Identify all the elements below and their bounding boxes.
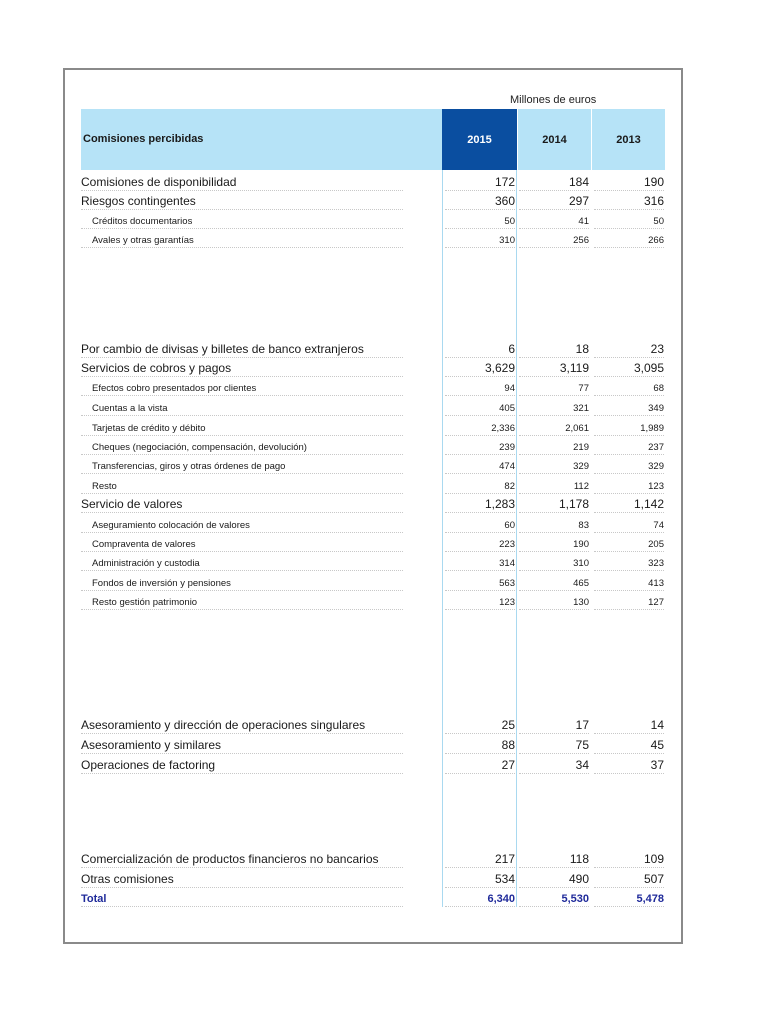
- value-2013: 123: [594, 476, 664, 494]
- value-2014: 465: [519, 573, 589, 591]
- value-2015: 82: [445, 476, 515, 494]
- row-label: Por cambio de divisas y billetes de banco extranjeros: [81, 340, 403, 358]
- value-2015: 50: [445, 211, 515, 229]
- value-2013: 23: [594, 340, 664, 358]
- value-2013: 14: [594, 716, 664, 734]
- value-2014: 256: [519, 230, 589, 248]
- header-column-separator: [517, 109, 518, 170]
- row-label: Resto gestión patrimonio: [81, 592, 403, 610]
- table-row: [81, 756, 665, 774]
- value-2014: 184: [519, 173, 589, 191]
- row-label: Otras comisiones: [81, 870, 403, 888]
- table-row: [81, 553, 665, 571]
- value-2013: 349: [594, 398, 664, 416]
- value-2013: 68: [594, 378, 664, 396]
- value-2014: 321: [519, 398, 589, 416]
- value-2015: 563: [445, 573, 515, 591]
- value-2015: 123: [445, 592, 515, 610]
- table-row: [81, 534, 665, 552]
- value-2015: 360: [445, 192, 515, 210]
- row-label: Cheques (negociación, compensación, devolución): [81, 437, 403, 455]
- value-2014: 77: [519, 378, 589, 396]
- value-2015: 3,629: [445, 359, 515, 377]
- header-column-separator: [591, 109, 592, 170]
- row-label: Cuentas a la vista: [81, 398, 403, 416]
- total-label: Total: [81, 889, 403, 907]
- value-2015: 60: [445, 515, 515, 533]
- value-2013: 190: [594, 173, 664, 191]
- table-row: [81, 870, 665, 888]
- value-2015: 405: [445, 398, 515, 416]
- value-2014: 490: [519, 870, 589, 888]
- value-2013: 329: [594, 456, 664, 474]
- table-row: [81, 456, 665, 474]
- value-2014: 310: [519, 553, 589, 571]
- table-row: [81, 476, 665, 494]
- value-2014: 75: [519, 736, 589, 754]
- row-label: Servicios de cobros y pagos: [81, 359, 403, 377]
- value-2014: 112: [519, 476, 589, 494]
- table-row: [81, 716, 665, 734]
- table-row: [81, 340, 665, 358]
- row-label: Transferencias, giros y otras órdenes de pago: [81, 456, 403, 474]
- value-2014: 329: [519, 456, 589, 474]
- value-2015: 94: [445, 378, 515, 396]
- table-row: [81, 592, 665, 610]
- row-label: Asesoramiento y similares: [81, 736, 403, 754]
- table-row: [81, 437, 665, 455]
- value-2014: 130: [519, 592, 589, 610]
- value-2014: 18: [519, 340, 589, 358]
- value-2013: 413: [594, 573, 664, 591]
- value-2013: 127: [594, 592, 664, 610]
- row-label: Servicio de valores: [81, 495, 403, 513]
- value-2015: 25: [445, 716, 515, 734]
- value-2015: 6: [445, 340, 515, 358]
- value-2014: 297: [519, 192, 589, 210]
- value-2014: 118: [519, 850, 589, 868]
- table-row: [81, 173, 665, 191]
- value-2015: 474: [445, 456, 515, 474]
- total-value-2015: 6,340: [445, 889, 515, 907]
- value-2013: 1,142: [594, 495, 664, 513]
- year-header-2014: 2014: [542, 133, 567, 146]
- value-2013: 507: [594, 870, 664, 888]
- value-2014: 83: [519, 515, 589, 533]
- row-label: Riesgos contingentes: [81, 192, 403, 210]
- value-2015: 534: [445, 870, 515, 888]
- table-row: [81, 230, 665, 248]
- row-label: Administración y custodia: [81, 553, 403, 571]
- row-label: Créditos documentarios: [81, 211, 403, 229]
- row-label: Comisiones de disponibilidad: [81, 173, 403, 191]
- row-label: Resto: [81, 476, 403, 494]
- value-2015: 239: [445, 437, 515, 455]
- table-row: [81, 850, 665, 868]
- value-2015: 310: [445, 230, 515, 248]
- value-2013: 3,095: [594, 359, 664, 377]
- table-row: [81, 736, 665, 754]
- year-header-2013: 2013: [616, 133, 641, 146]
- value-2013: 37: [594, 756, 664, 774]
- value-2015: 314: [445, 553, 515, 571]
- value-2015: 172: [445, 173, 515, 191]
- value-2013: 316: [594, 192, 664, 210]
- value-2013: 1,989: [594, 418, 664, 436]
- value-2014: 41: [519, 211, 589, 229]
- row-label: Asesoramiento y dirección de operaciones singulares: [81, 716, 403, 734]
- total-value-2014: 5,530: [519, 889, 589, 907]
- table-title: Comisiones percibidas: [83, 133, 204, 145]
- value-2013: 323: [594, 553, 664, 571]
- row-label: Operaciones de factoring: [81, 756, 403, 774]
- value-2014: 190: [519, 534, 589, 552]
- value-2014: 3,119: [519, 359, 589, 377]
- value-2013: 237: [594, 437, 664, 455]
- table-row: [81, 515, 665, 533]
- table-row: [81, 192, 665, 210]
- row-label: Compraventa de valores: [81, 534, 403, 552]
- table-row: [81, 495, 665, 513]
- value-2014: 34: [519, 756, 589, 774]
- units-label: Millones de euros: [510, 94, 597, 106]
- row-label: Avales y otras garantías: [81, 230, 403, 248]
- value-2013: 205: [594, 534, 664, 552]
- value-2013: 45: [594, 736, 664, 754]
- value-2014: 17: [519, 716, 589, 734]
- total-value-2013: 5,478: [594, 889, 664, 907]
- value-2013: 109: [594, 850, 664, 868]
- row-label: Fondos de inversión y pensiones: [81, 573, 403, 591]
- value-2013: 74: [594, 515, 664, 533]
- year-header-2015: 2015: [442, 109, 517, 170]
- row-label: Tarjetas de crédito y débito: [81, 418, 403, 436]
- table-row: [81, 211, 665, 229]
- table-row: [81, 398, 665, 416]
- row-label: Aseguramiento colocación de valores: [81, 515, 403, 533]
- table-row: [81, 378, 665, 396]
- row-label: Comercialización de productos financieros no bancarios: [81, 850, 403, 868]
- table-row: [81, 359, 665, 377]
- value-2015: 2,336: [445, 418, 515, 436]
- total-row: [81, 889, 665, 907]
- value-2015: 217: [445, 850, 515, 868]
- table-row: [81, 418, 665, 436]
- table-row: [81, 573, 665, 591]
- value-2014: 1,178: [519, 495, 589, 513]
- value-2015: 88: [445, 736, 515, 754]
- value-2014: 219: [519, 437, 589, 455]
- row-label: Efectos cobro presentados por clientes: [81, 378, 403, 396]
- value-2014: 2,061: [519, 418, 589, 436]
- value-2015: 27: [445, 756, 515, 774]
- value-2015: 223: [445, 534, 515, 552]
- value-2015: 1,283: [445, 495, 515, 513]
- value-2013: 266: [594, 230, 664, 248]
- value-2013: 50: [594, 211, 664, 229]
